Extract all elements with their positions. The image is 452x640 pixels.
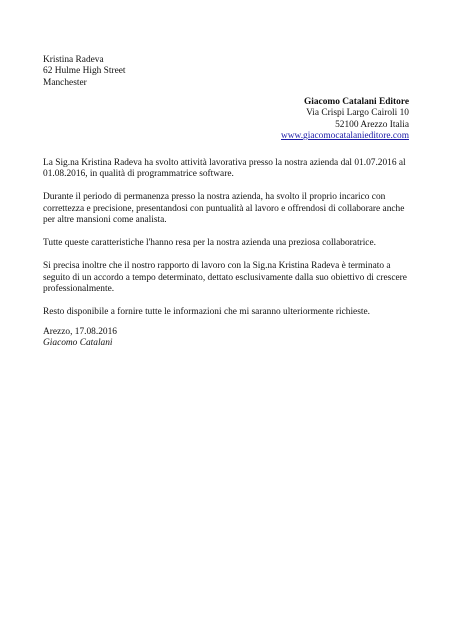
recipient-name: Kristina Radeva bbox=[43, 55, 104, 65]
place-date: Arezzo, 17.08.2016 bbox=[43, 327, 117, 337]
recipient-address bbox=[43, 55, 126, 89]
recipient-street: 62 Hulme High Street bbox=[43, 66, 126, 77]
sender-address bbox=[281, 97, 409, 143]
sender-city: 52100 Arezzo Italia bbox=[335, 119, 409, 130]
body-paragraph-4: Si precisa inoltre che il nostro rapporto di lavoro con la Sig.na Kristina Radeva è terminato a seguito di un accordo a tempo determinato, dettato esclusivamente dalla suo obiettivo di crescere professionalmente. bbox=[43, 261, 407, 295]
signature: Giacomo Catalani bbox=[43, 338, 113, 349]
sender-website-link[interactable]: www.giacomocatalanieditore.com bbox=[281, 131, 409, 142]
body-paragraph-3: Tutte queste caratteristiche l'hanno resa per la nostra azienda una preziosa collaboratrice. bbox=[43, 238, 376, 249]
body-paragraph-1: La Sig.na Kristina Radeva ha svolto attività lavorativa presso la nostra azienda dal 01.07.2016 al 01.08.2016, in qualità di programmatrice software. bbox=[43, 158, 406, 180]
body-paragraph-5: Resto disponibile a fornire tutte le informazioni che mi saranno ulteriormente richieste. bbox=[43, 307, 370, 318]
sender-street: Via Crispi Largo Cairoli 10 bbox=[306, 108, 409, 119]
body-paragraph-2: Durante il periodo di permanenza presso la nostra azienda, ha svolto il proprio incarico con correttezza e precisione, presentandosi con puntualità al lavoro e offrendosi di collaborare anche per altre mansioni come analista. bbox=[43, 192, 405, 226]
letter-closing bbox=[43, 327, 117, 350]
letter-body bbox=[43, 158, 413, 330]
recipient-city: Manchester bbox=[43, 77, 87, 88]
sender-company: Giacomo Catalani Editore bbox=[303, 97, 409, 107]
